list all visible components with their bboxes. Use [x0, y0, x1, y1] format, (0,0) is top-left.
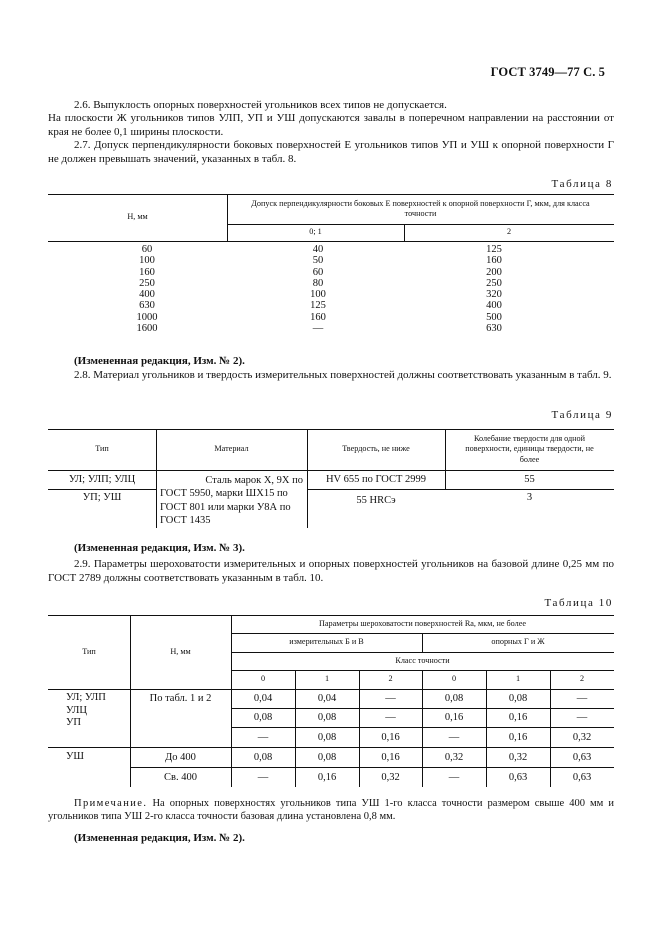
- table-10-group-2-h-2: Св. 400: [164, 771, 197, 783]
- table-10-header-support: опорных Г и Ж: [491, 637, 545, 647]
- table-10-group-2-h-1: До 400: [165, 751, 196, 763]
- table-10-header-class: Класс точности: [395, 655, 450, 665]
- table-10-g1-cell: 0,08: [508, 693, 528, 704]
- table-10-g2-cell: —: [448, 771, 460, 783]
- table-10-group-1-type: УЛ; УЛП УЛЦ УП: [66, 692, 106, 729]
- table-10-g1-cell: 0,08: [317, 731, 337, 743]
- table-9-r2-hardness: 55 HRCэ: [356, 494, 396, 506]
- table-10-g1-cell: 0,32: [572, 731, 592, 743]
- table-10-g2-cell: —: [257, 771, 269, 783]
- table-10-g1-cell: 0,08: [253, 712, 273, 723]
- table-9-material: [160, 474, 303, 528]
- table-10-g2-cell: 0,32: [444, 751, 464, 763]
- paragraph-2-9: [48, 558, 614, 585]
- note-label: Примечание.: [74, 798, 148, 809]
- table-10-g1-cell: —: [257, 731, 269, 743]
- table-9-material-line-3: ГОСТ 801 или марки У8А по: [160, 501, 291, 513]
- table-10-g2-cell: 0,08: [317, 751, 337, 763]
- table-10-class-5: 2: [579, 674, 585, 684]
- table-10-g1-cell: 0,08: [317, 712, 337, 723]
- table-8-header-tolerance: Допуск перпендикулярности боковых Е поверхностей к опорной поверхности Г, мкм, для класса точности: [251, 198, 590, 218]
- table-10-g1-cell: —: [448, 731, 460, 743]
- table-10-group-2-type: УШ: [66, 751, 85, 762]
- table-10-g2-cell: 0,08: [253, 751, 273, 763]
- edit-note-2: (Измененная редакция, Изм. № 3).: [74, 542, 245, 554]
- note-text: На опорных поверхностях угольников типа УШ 1-го класса точности размером свыше 400 мм и угольников типа УШ 2-го класса точности базовая длина установлена 0,8 мм.: [48, 798, 615, 822]
- paragraph-2-6: [48, 99, 614, 113]
- table-9-caption: Таблица 9: [551, 409, 613, 421]
- table-8-col-h: 60 100 160 250 400 630 1000 1600: [136, 244, 158, 335]
- table-10-g1-cell: —: [385, 712, 396, 723]
- paragraph-2-7-text: 2.7. Допуск перпендикулярности боковых поверхностей Е угольников типов УП и УШ к опорной поверхности Г не должен превышать значений, указанных в табл. 8.: [48, 139, 614, 165]
- table-10-g1-cell: 0,16: [444, 712, 464, 723]
- table-9-material-line-4: ГОСТ 1435: [160, 515, 211, 527]
- table-10-header-type: Тип: [82, 646, 96, 656]
- table-10-class-0: 0: [260, 674, 266, 684]
- table-10-g2-cell: 0,32: [508, 751, 528, 763]
- table-10-g2-cell: 0,16: [381, 751, 400, 763]
- table-9-material-line-1: Сталь марок Х, 9Х по: [205, 475, 303, 486]
- paragraph-2-8-text: 2.8. Материал угольников и твердость измерительных поверхностей должны соответствовать указанным в табл. 9.: [74, 369, 612, 381]
- table-10-g2-cell: 0,63: [572, 751, 592, 763]
- paragraph-2-8: [48, 369, 614, 383]
- table-9-r1-variation: 55: [524, 474, 535, 485]
- table-9-r2-type: УП; УШ: [82, 492, 122, 503]
- table-10-g1-cell: —: [576, 712, 588, 723]
- table-10-class-4: 1: [515, 674, 521, 684]
- page-header: ГОСТ 3749—77 С. 5: [490, 65, 605, 79]
- paragraph-2-7: [48, 139, 614, 166]
- table-8-header-class-2: 2: [506, 227, 512, 237]
- table-9-r1-type: УЛ; УЛП; УЛЦ: [68, 474, 136, 485]
- table-10-class-2: 2: [388, 674, 393, 684]
- table-10-class-3: 0: [451, 674, 457, 684]
- table-10-group-1-h: По табл. 1 и 2: [149, 693, 212, 704]
- table-9-r1-hardness: HV 655 по ГОСТ 2999: [325, 474, 427, 485]
- table-10-g1-cell: 0,16: [508, 712, 528, 723]
- edit-note-1: (Измененная редакция, Изм. № 2).: [74, 355, 245, 367]
- table-10-g2-cell: 0,63: [572, 771, 592, 783]
- table-10-g1-cell: 0,16: [508, 731, 528, 743]
- table-10-class-1: 1: [324, 674, 330, 684]
- paragraph-2-9-text: 2.9. Параметры шероховатости измерительных и опорных поверхностей угольников на базовой длине 0,25 мм по ГОСТ 2789 должны соответствовать указанным в табл. 10.: [48, 558, 614, 584]
- table-8-header-h: Н, мм: [127, 212, 148, 222]
- table-10-g2-cell: 0,63: [508, 771, 528, 783]
- table-10-caption: Таблица 10: [544, 597, 613, 609]
- table-10-g2-cell: 0,32: [381, 771, 400, 783]
- table-8-col-class-2: 125 160 200 250 320 400 500 630: [486, 244, 502, 335]
- table-9-header-variation: Колебание твердости для одной поверхности, единицы твердости, не более: [465, 433, 594, 464]
- edit-note-3: (Измененная редакция, Изм. № 2).: [74, 832, 245, 844]
- table-10-header-measuring: измерительных Б и В: [289, 637, 364, 647]
- table-10-header-params: Параметры шероховатости поверхностей Ra, мкм, не более: [318, 618, 527, 628]
- table-9-header-hardness: Твердость, не ниже: [342, 444, 410, 454]
- table-9-r2-variation: 3: [526, 492, 533, 503]
- table-8-caption: Таблица 8: [551, 178, 613, 190]
- table-10-g1-cell: 0,16: [381, 731, 400, 743]
- table-10-header-h: Н, мм: [170, 646, 191, 656]
- table-10-g1-cell: 0,04: [253, 693, 273, 704]
- table-8-header-class-01: 0; 1: [309, 227, 322, 237]
- table-9-material-line-2: ГОСТ 5950, марки ШХ15 по: [160, 488, 288, 500]
- table-8-col-class-01: 40 50 60 80 100 125 160 —: [310, 244, 326, 335]
- table-10-note: [48, 797, 614, 823]
- table-10-g1-cell: 0,04: [317, 693, 337, 704]
- table-9-header-type: Тип: [95, 444, 109, 454]
- table-10-g1-cell: —: [385, 693, 396, 704]
- table-9-header-material: Материал: [214, 444, 249, 454]
- table-10-g1-cell: 0,08: [444, 693, 464, 704]
- table-10-g1-cell: —: [576, 693, 588, 704]
- table-10-g2-cell: 0,16: [317, 771, 337, 783]
- paragraph-2-6-text: 2.6. Выпуклость опорных поверхностей угольников всех типов не допускается.: [74, 99, 447, 111]
- paragraph-2-6b: На плоскости Ж угольников типов УЛП, УП и УШ допускаются завалы в поперечном направлении на расстоянии от края не более 0,1 ширины плоскости.: [48, 112, 614, 138]
